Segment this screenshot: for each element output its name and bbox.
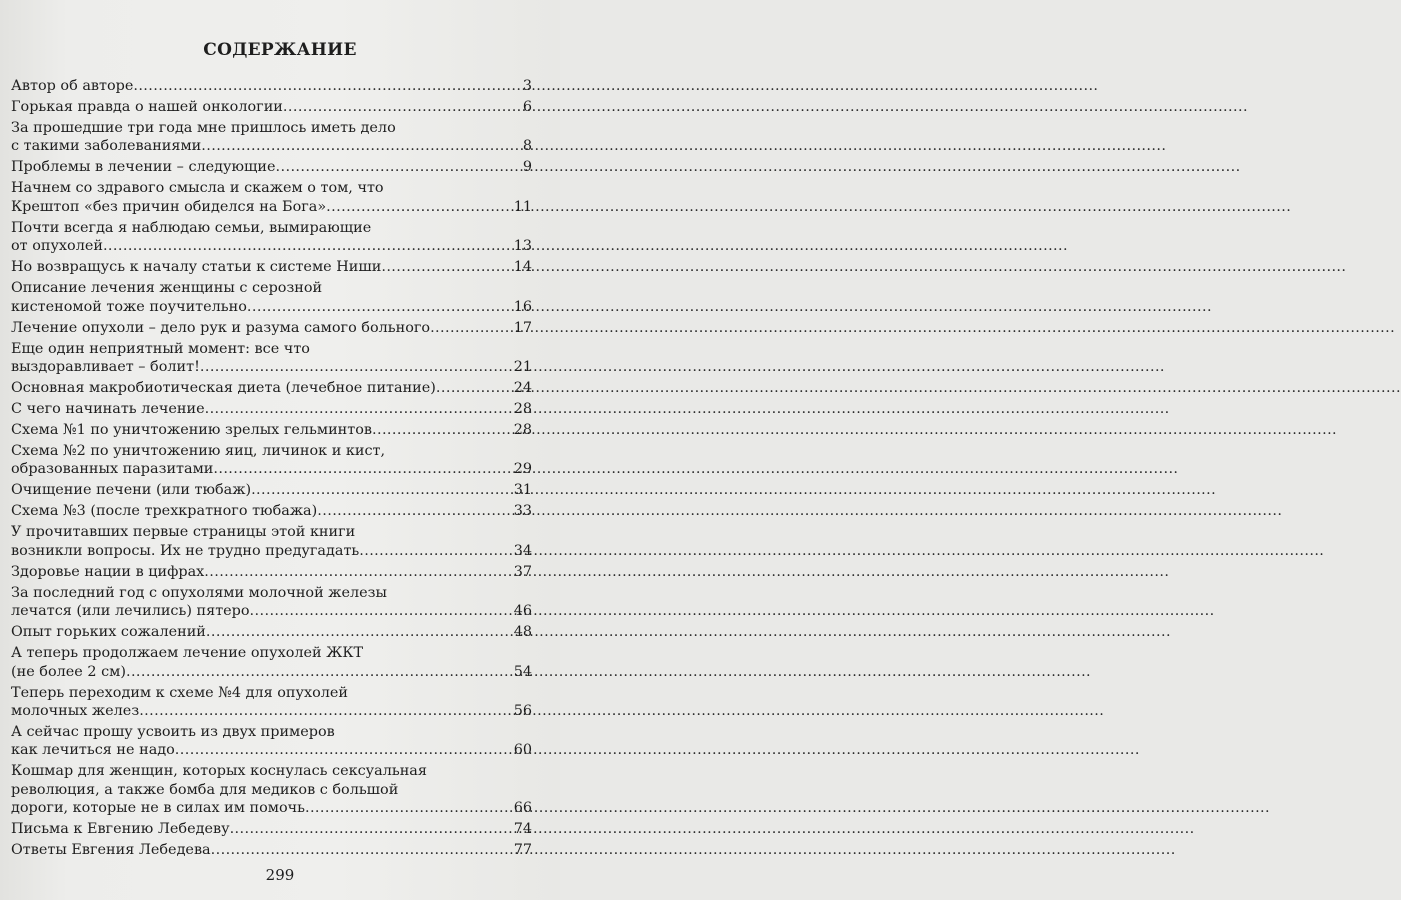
toc-entry-last-line bbox=[11, 820, 532, 838]
page-title: СОДЕРЖАНИЕ bbox=[203, 40, 357, 60]
toc-entry-last-line bbox=[11, 542, 532, 560]
toc-entry-title-line: С чего начинать лечение bbox=[11, 401, 205, 418]
toc-entry-title-line: кистеномой тоже поучительно bbox=[11, 298, 247, 315]
dot-leader bbox=[250, 602, 513, 620]
toc-entry-title-line: Очищение печени (или тюбаж) bbox=[11, 482, 252, 499]
toc-entry-last-line bbox=[11, 502, 532, 520]
dot-leader bbox=[200, 358, 513, 376]
toc-entry-page-number: 29 bbox=[513, 461, 532, 478]
dot-leader bbox=[430, 319, 513, 337]
dot-leader bbox=[283, 98, 522, 116]
dot-leader bbox=[103, 237, 513, 255]
toc-entry-title-line: Лечение опухоли – дело рук и разума самого больного bbox=[11, 319, 431, 336]
toc-entry-page-number: 28 bbox=[513, 422, 532, 439]
toc-entry-page-number: 46 bbox=[513, 603, 532, 620]
toc-entry-page-number: 13 bbox=[513, 238, 532, 255]
toc-entry-last-line bbox=[11, 379, 532, 397]
toc-entry-title-line: от опухолей bbox=[11, 238, 103, 255]
toc-entry-title-line: Проблемы в лечении – следующие bbox=[11, 159, 276, 176]
dot-leader bbox=[206, 623, 513, 641]
toc-entry bbox=[11, 623, 532, 641]
toc-entry-last-line bbox=[11, 841, 532, 859]
toc-entry-last-line bbox=[11, 421, 532, 439]
toc-entry-title-line: Кошмар для женщин, которых коснулась сексуальная bbox=[11, 763, 427, 780]
toc-entry-last-line bbox=[11, 158, 532, 176]
toc-entry-page-number: 8 bbox=[522, 138, 532, 155]
toc-entry bbox=[11, 77, 532, 95]
toc-entry-page-number: 77 bbox=[513, 842, 532, 859]
dot-leader bbox=[230, 820, 513, 838]
toc-entry-title-line: Крештоп «без причин обиделся на Бога» bbox=[11, 198, 327, 215]
dot-leader bbox=[372, 421, 513, 439]
toc-entry-last-line bbox=[11, 663, 532, 681]
toc-entry-title-line: (не более 2 см) bbox=[11, 663, 126, 680]
toc-entry-page-number: 21 bbox=[513, 359, 532, 376]
dot-leader bbox=[436, 379, 513, 397]
dot-leader bbox=[211, 841, 513, 859]
toc-entry-title-line: возникли вопросы. Их не трудно предугадать bbox=[11, 542, 360, 559]
toc-entry-page-number: 56 bbox=[513, 703, 532, 720]
toc-entry bbox=[11, 319, 532, 337]
toc-entry-title-line: выздоравливает – болит! bbox=[11, 359, 200, 376]
dot-leader bbox=[205, 400, 513, 418]
dot-leader bbox=[251, 481, 513, 499]
toc-entry bbox=[11, 442, 532, 479]
toc-entry-title-line: дороги, которые не в силах им помочь bbox=[11, 800, 305, 817]
toc-entry-last-line bbox=[11, 258, 532, 276]
toc-entry-title-line: с такими заболеваниями bbox=[11, 138, 202, 155]
toc-entry-last-line bbox=[11, 319, 532, 337]
toc-entry-page-number: 11 bbox=[513, 198, 532, 215]
toc-entry bbox=[11, 219, 532, 256]
toc-entry-title-line: революция, а также бомба для медиков с большой bbox=[11, 781, 399, 798]
toc-entry-last-line bbox=[11, 198, 532, 216]
dot-leader bbox=[276, 158, 522, 176]
toc-entry bbox=[11, 502, 532, 520]
toc-entry-title-line: Но возвращусь к началу статьи к системе Ниши bbox=[11, 259, 382, 276]
toc-entry-title-line: А сейчас прошу усвоить из двух примеров bbox=[11, 724, 335, 741]
toc-entry-page-number: 54 bbox=[513, 663, 532, 680]
toc-entry-title-line: Схема №3 (после трехкратного тюбажа) bbox=[11, 503, 318, 520]
toc-entry-last-line bbox=[11, 481, 532, 499]
toc-entry bbox=[11, 98, 532, 116]
toc-entry-last-line bbox=[11, 799, 532, 817]
toc-entry-title-line: За последний год с опухолями молочной железы bbox=[11, 584, 387, 601]
toc-entry-title-line: Основная макробиотическая диета (лечебное питание) bbox=[11, 380, 436, 397]
dot-leader bbox=[139, 702, 513, 720]
dot-leader bbox=[359, 542, 512, 560]
toc-entry-last-line bbox=[11, 623, 532, 641]
toc-entry-last-line bbox=[11, 237, 532, 255]
toc-entry bbox=[11, 523, 532, 560]
dot-leader bbox=[175, 741, 513, 759]
dot-leader bbox=[204, 563, 512, 581]
dot-leader bbox=[126, 663, 513, 681]
toc-entry-page-number: 34 bbox=[513, 542, 532, 559]
toc-entry-title-line: Опыт горьких сожалений bbox=[11, 624, 206, 641]
toc-entry-page-number: 14 bbox=[513, 259, 532, 276]
toc-entry-last-line bbox=[11, 602, 532, 620]
toc-entry-page-number: 3 bbox=[522, 78, 532, 94]
toc-entry-title-line: молочных желез bbox=[11, 703, 140, 720]
toc-entry-last-line bbox=[11, 298, 532, 316]
toc-entry-page-number: 17 bbox=[513, 319, 532, 336]
toc-entry-title-line: лечатся (или лечились) пятеро bbox=[11, 603, 250, 620]
toc-entry bbox=[11, 158, 532, 176]
toc-entry-title-line: Теперь переходим к схеме №4 для опухолей bbox=[11, 684, 348, 701]
toc-entry bbox=[11, 684, 532, 721]
toc-entry-last-line bbox=[11, 741, 532, 759]
toc-entry-last-line bbox=[11, 98, 532, 116]
toc-entry bbox=[11, 841, 532, 859]
toc-entry bbox=[11, 340, 532, 377]
toc-entry-last-line bbox=[11, 358, 532, 376]
toc-entry-title-line: Описание лечения женщины с серозной bbox=[11, 280, 323, 297]
toc-entry-title-line: А теперь продолжаем лечение опухолей ЖКТ bbox=[11, 645, 364, 662]
toc-entry-title-line: Начнем со здравого смысла и скажем о том, что bbox=[11, 180, 384, 197]
toc-entry-page-number: 24 bbox=[513, 380, 532, 397]
book-page bbox=[0, 0, 560, 900]
dot-leader bbox=[247, 298, 513, 316]
toc-entry-page-number: 6 bbox=[522, 99, 532, 115]
toc-entry-title-line: Письма к Евгению Лебедеву bbox=[11, 821, 230, 838]
toc-entry-page-number: 60 bbox=[513, 742, 532, 759]
toc-entry-last-line bbox=[11, 400, 532, 418]
toc-entry bbox=[11, 179, 532, 216]
toc-entry-page-number: 48 bbox=[513, 624, 532, 641]
dot-leader bbox=[201, 137, 522, 155]
toc-entry bbox=[11, 762, 532, 817]
table-of-contents bbox=[11, 77, 532, 862]
toc-entry-page-number: 16 bbox=[513, 298, 532, 315]
toc-entry bbox=[11, 563, 532, 581]
toc-entry-page-number: 74 bbox=[513, 821, 532, 838]
dot-leader bbox=[381, 258, 512, 276]
toc-entry-title-line: Ответы Евгения Лебедева bbox=[11, 842, 211, 859]
toc-entry-last-line bbox=[11, 563, 532, 581]
toc-entry-last-line bbox=[11, 702, 532, 720]
toc-entry-last-line bbox=[11, 77, 532, 95]
dot-leader bbox=[213, 460, 512, 478]
toc-entry bbox=[11, 723, 532, 760]
toc-entry-title-line: Схема №1 по уничтожению зрелых гельминтов bbox=[11, 422, 372, 439]
toc-entry bbox=[11, 119, 532, 156]
toc-entry-title-line: Еще один неприятный момент: все что bbox=[11, 340, 310, 357]
toc-entry-title-line: Почти всегда я наблюдаю семьи, вымирающие bbox=[11, 219, 372, 236]
toc-entry-title-line: Автор об авторе bbox=[11, 78, 134, 94]
toc-entry bbox=[11, 400, 532, 418]
toc-entry bbox=[11, 584, 532, 621]
page-number: 299 bbox=[265, 866, 295, 884]
dot-leader bbox=[326, 198, 513, 216]
toc-entry-last-line bbox=[11, 460, 532, 478]
dot-leader bbox=[305, 799, 513, 817]
toc-entry-page-number: 28 bbox=[513, 401, 532, 418]
toc-entry-title-line: Горькая правда о нашей онкологии bbox=[11, 99, 283, 115]
toc-entry-page-number: 37 bbox=[513, 563, 532, 580]
toc-entry bbox=[11, 379, 532, 397]
toc-entry-title-line: Схема №2 по уничтожению яиц, личинок и кист, bbox=[11, 443, 386, 460]
toc-entry-title-line: Здоровье нации в цифрах bbox=[11, 563, 205, 580]
toc-entry bbox=[11, 421, 532, 439]
toc-entry-title-line: образованных паразитами bbox=[11, 461, 214, 478]
toc-entry-page-number: 33 bbox=[513, 503, 532, 520]
toc-entry bbox=[11, 644, 532, 681]
toc-entry-title-line: как лечиться не надо bbox=[11, 742, 175, 759]
toc-entry bbox=[11, 258, 532, 276]
toc-entry bbox=[11, 820, 532, 838]
toc-entry-page-number: 66 bbox=[513, 800, 532, 817]
toc-entry bbox=[11, 279, 532, 316]
toc-entry-page-number: 9 bbox=[522, 159, 532, 176]
toc-entry bbox=[11, 481, 532, 499]
toc-entry-title-line: За прошедшие три года мне пришлось иметь дело bbox=[11, 120, 396, 136]
toc-entry-last-line bbox=[11, 137, 532, 155]
dot-leader bbox=[317, 502, 512, 520]
toc-entry-title-line: У прочитавших первые страницы этой книги bbox=[11, 524, 356, 541]
dot-leader bbox=[133, 77, 521, 95]
toc-entry-page-number: 31 bbox=[513, 482, 532, 499]
